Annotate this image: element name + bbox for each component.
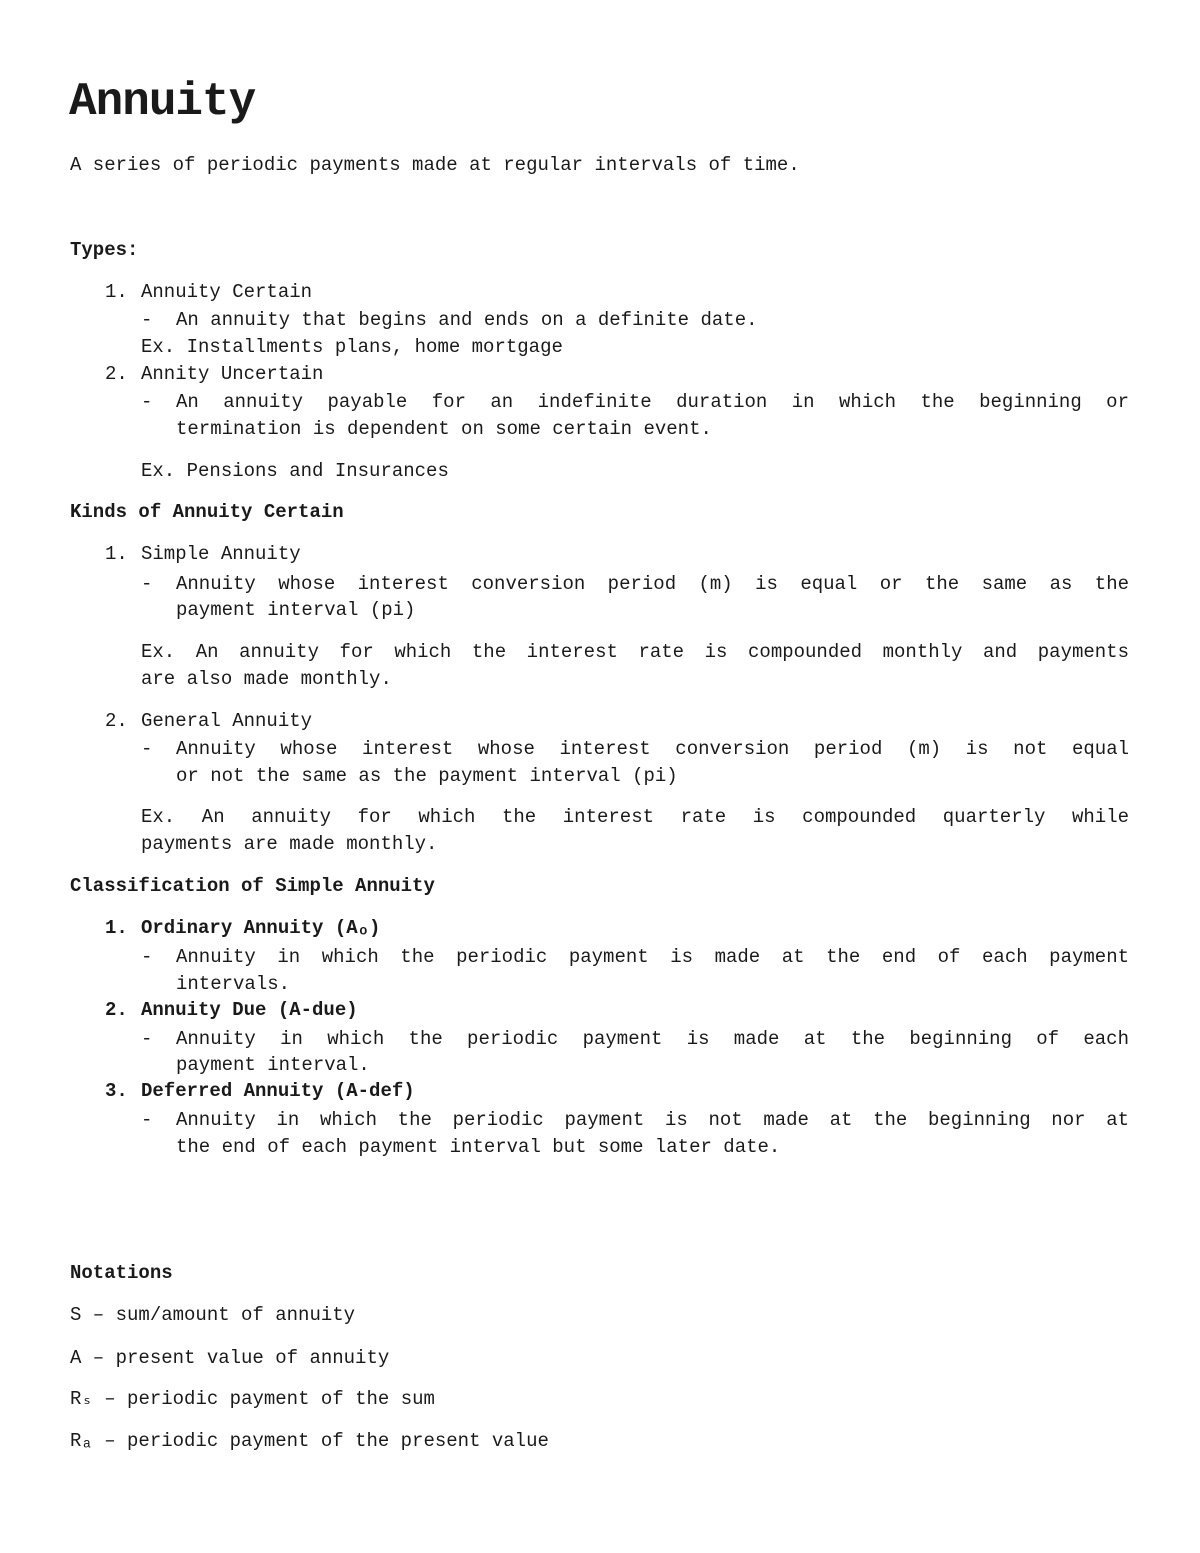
example-text: Ex. Installments plans, home mortgage: [141, 336, 563, 358]
notation-item: S – sum/amount of annuity: [70, 1304, 356, 1326]
list-item-deferred-annuity: [105, 1078, 415, 1104]
list-item-label: General Annuity: [141, 710, 313, 732]
list-number: 3.: [105, 1080, 128, 1102]
page-title: Annuity: [69, 76, 256, 128]
list-number: 1.: [105, 543, 128, 565]
dash-bullet: -: [141, 946, 153, 968]
list-number: 2.: [105, 363, 128, 385]
list-number: 1.: [105, 281, 128, 303]
notation-item: Rₐ – periodic payment of the present value: [70, 1430, 549, 1452]
list-item-label: Ordinary Annuity (Aₒ): [141, 917, 381, 939]
list-item-general-annuity: [105, 708, 312, 734]
bullet-text: Annuity in which the periodic payment is made at the end of each payment: [176, 946, 1129, 968]
bullet-text: An annuity that begins and ends on a definite date.: [176, 309, 758, 331]
example-text: Ex. An annuity for which the interest rate is compounded monthly and payments: [141, 641, 1129, 663]
bullet-text: the end of each payment interval but some later date.: [176, 1136, 781, 1158]
list-number: 1.: [105, 917, 128, 939]
list-item-label: Annuity Certain: [141, 281, 313, 303]
bullet-text: Annuity whose interest conversion period (m) is equal or the same as the: [176, 573, 1129, 595]
kinds-heading: Kinds of Annuity Certain: [70, 501, 344, 523]
bullet-text: An annuity payable for an indefinite duration in which the beginning or: [176, 391, 1129, 413]
notations-heading: Notations: [70, 1262, 173, 1284]
example-text: payments are made monthly.: [141, 833, 438, 855]
example-text: Ex. An annuity for which the interest rate is compounded quarterly while: [141, 806, 1129, 828]
dash-bullet: -: [141, 1028, 153, 1050]
bullet-text: payment interval.: [176, 1054, 370, 1076]
example-text: Ex. Pensions and Insurances: [141, 460, 449, 482]
bullet-text: Annuity in which the periodic payment is not made at the beginning nor at: [176, 1109, 1129, 1131]
list-item-simple-annuity: [105, 541, 301, 567]
list-item-annuity-uncertain: [105, 361, 323, 387]
definition-text: A series of periodic payments made at regular intervals of time.: [70, 154, 800, 176]
list-number: 2.: [105, 710, 128, 732]
example-text: are also made monthly.: [141, 668, 392, 690]
bullet-text: Annuity whose interest whose interest conversion period (m) is not equal: [176, 738, 1129, 760]
list-item-label: Annity Uncertain: [141, 363, 324, 385]
dash-bullet: -: [141, 573, 153, 595]
list-number: 2.: [105, 999, 128, 1021]
notation-item: A – present value of annuity: [70, 1347, 390, 1369]
list-item-label: Deferred Annuity (A-def): [141, 1080, 415, 1102]
types-heading: Types:: [70, 239, 139, 261]
classification-heading: Classification of Simple Annuity: [70, 875, 435, 897]
bullet-text: payment interval (pi): [176, 599, 416, 621]
dash-bullet: -: [141, 738, 153, 760]
bullet-text: or not the same as the payment interval (pi): [176, 765, 678, 787]
list-item-annuity-due: [105, 997, 358, 1023]
list-item-label: Simple Annuity: [141, 543, 301, 565]
dash-bullet: -: [141, 309, 153, 331]
list-item-ordinary-annuity: [105, 915, 380, 941]
list-item-annuity-certain: [105, 279, 312, 305]
dash-bullet: -: [141, 391, 153, 413]
bullet-text: Annuity in which the periodic payment is made at the beginning of each: [176, 1028, 1129, 1050]
dash-bullet: -: [141, 1109, 153, 1131]
bullet-text: termination is dependent on some certain event.: [176, 418, 712, 440]
bullet-row: [141, 307, 758, 333]
list-item-label: Annuity Due (A-due): [141, 999, 358, 1021]
bullet-text: intervals.: [176, 973, 291, 995]
notation-item: Rₛ – periodic payment of the sum: [70, 1388, 435, 1410]
